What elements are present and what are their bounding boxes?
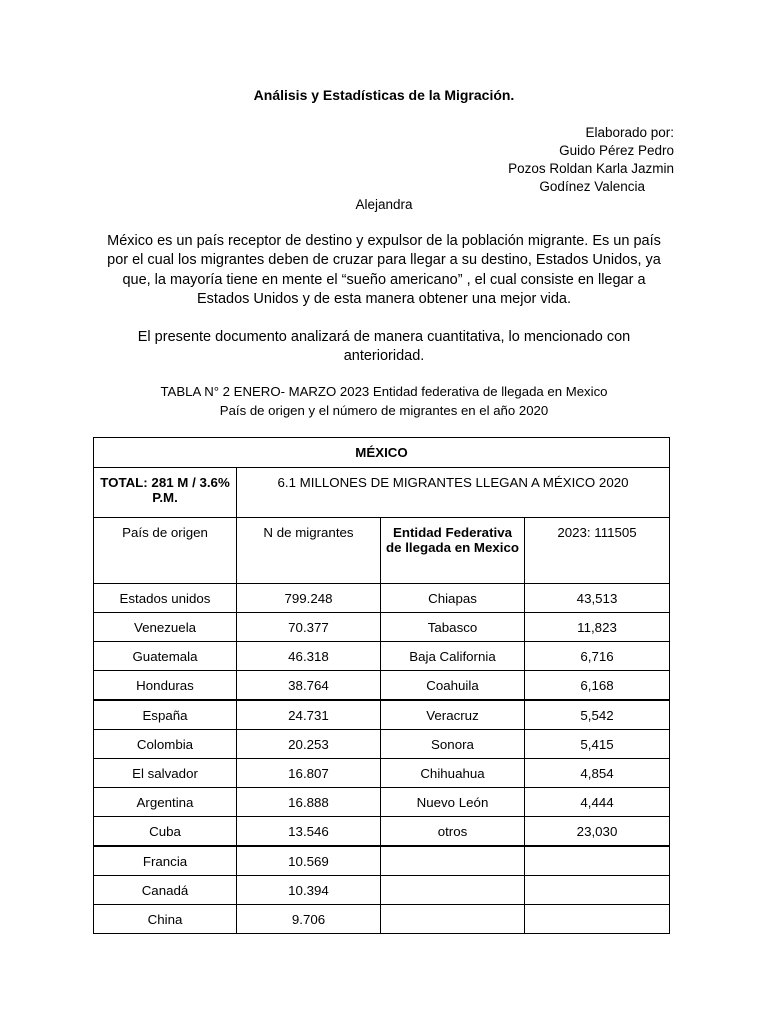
cell-migrants: 10.394 (237, 876, 381, 905)
cell-count: 4,444 (525, 788, 670, 817)
table-row (94, 817, 670, 847)
table-row (94, 876, 670, 905)
col-header-origin: País de origen (94, 518, 237, 584)
author-2: Pozos Roldan Karla Jazmin (508, 161, 674, 176)
cell-entity: otros (381, 817, 525, 847)
table-row (94, 671, 670, 701)
cell-entity: Sonora (381, 730, 525, 759)
cell-entity: Tabasco (381, 613, 525, 642)
cell-count (525, 876, 670, 905)
cell-migrants: 16.888 (237, 788, 381, 817)
cell-country: China (94, 905, 237, 934)
total-label: TOTAL: 281 M / 3.6% P.M. (94, 468, 237, 518)
cell-count: 23,030 (525, 817, 670, 847)
cell-entity: Chihuahua (381, 759, 525, 788)
cell-migrants: 46.318 (237, 642, 381, 671)
intro-paragraph: México es un país receptor de destino y expulsor de la población migrante. Es un país por el cual los migrantes deben de cruzar para llegar a su destino, Estados Unidos, ya que, la mayoría tiene en mente el “sueño americano” , el cual consiste en llegar a Estados Unidos y de esta manera obtener una mejor vida. (107, 233, 661, 307)
cell-count: 6,168 (525, 671, 670, 701)
col-header-entity: Entidad Federativa de llegada en Mexico (381, 518, 525, 584)
cell-entity (381, 905, 525, 934)
total-text: 6.1 MILLONES DE MIGRANTES LLEGAN A MÉXICO 2020 (237, 468, 670, 518)
cell-country: Guatemala (94, 642, 237, 671)
cell-migrants: 70.377 (237, 613, 381, 642)
cell-migrants: 24.731 (237, 700, 381, 730)
cell-country: España (94, 700, 237, 730)
table-row (94, 788, 670, 817)
table-row (94, 642, 670, 671)
cell-country: Estados unidos (94, 584, 237, 613)
cell-count (525, 905, 670, 934)
cell-country: Honduras (94, 671, 237, 701)
cell-migrants: 9.706 (237, 905, 381, 934)
table-caption (0, 383, 768, 420)
cell-country: Colombia (94, 730, 237, 759)
table-row (94, 846, 670, 876)
cell-count: 11,823 (525, 613, 670, 642)
cell-entity: Coahuila (381, 671, 525, 701)
cell-entity: Veracruz (381, 700, 525, 730)
author-1: Guido Pérez Pedro (559, 143, 674, 158)
caption-line-2: País de origen y el número de migrantes en el año 2020 (219, 402, 549, 418)
document-title: Análisis y Estadísticas de la Migración. (253, 87, 515, 103)
table-row (94, 584, 670, 613)
cell-country: Cuba (94, 817, 237, 847)
cell-count: 43,513 (525, 584, 670, 613)
cell-migrants: 10.569 (237, 846, 381, 876)
table-row (94, 905, 670, 934)
cell-entity: Nuevo León (381, 788, 525, 817)
col-header-migrants: N de migrantes (237, 518, 381, 584)
cell-entity: Chiapas (381, 584, 525, 613)
migration-table (93, 437, 670, 934)
cell-count: 6,716 (525, 642, 670, 671)
cell-country: Canadá (94, 876, 237, 905)
cell-migrants: 799.248 (237, 584, 381, 613)
cell-entity (381, 876, 525, 905)
cell-country: Venezuela (94, 613, 237, 642)
cell-count (525, 846, 670, 876)
col-header-2023: 2023: 111505 (525, 518, 670, 584)
author-3-continued: Alejandra (355, 197, 413, 212)
table-row (94, 759, 670, 788)
authors-block (508, 124, 674, 196)
table-header-row (94, 438, 670, 468)
author-3: Godínez Valencia (539, 179, 645, 194)
table-row (94, 730, 670, 759)
cell-count: 4,854 (525, 759, 670, 788)
table-row (94, 700, 670, 730)
cell-migrants: 38.764 (237, 671, 381, 701)
cell-count: 5,415 (525, 730, 670, 759)
cell-migrants: 13.546 (237, 817, 381, 847)
table-header: MÉXICO (94, 438, 670, 468)
cell-country: El salvador (94, 759, 237, 788)
table-columns-row (94, 518, 670, 584)
authors-label: Elaborado por: (585, 125, 674, 140)
caption-line-1: TABLA N° 2 ENERO- MARZO 2023 Entidad federativa de llegada en Mexico (160, 384, 608, 399)
cell-entity (381, 846, 525, 876)
cell-migrants: 16.807 (237, 759, 381, 788)
cell-country: Argentina (94, 788, 237, 817)
table-total-row (94, 468, 670, 518)
cell-count: 5,542 (525, 700, 670, 730)
purpose-paragraph: El presente documento analizará de manera cuantitativa, lo mencionado con anterioridad. (137, 329, 631, 365)
cell-entity: Baja California (381, 642, 525, 671)
cell-migrants: 20.253 (237, 730, 381, 759)
cell-country: Francia (94, 846, 237, 876)
table-row (94, 613, 670, 642)
